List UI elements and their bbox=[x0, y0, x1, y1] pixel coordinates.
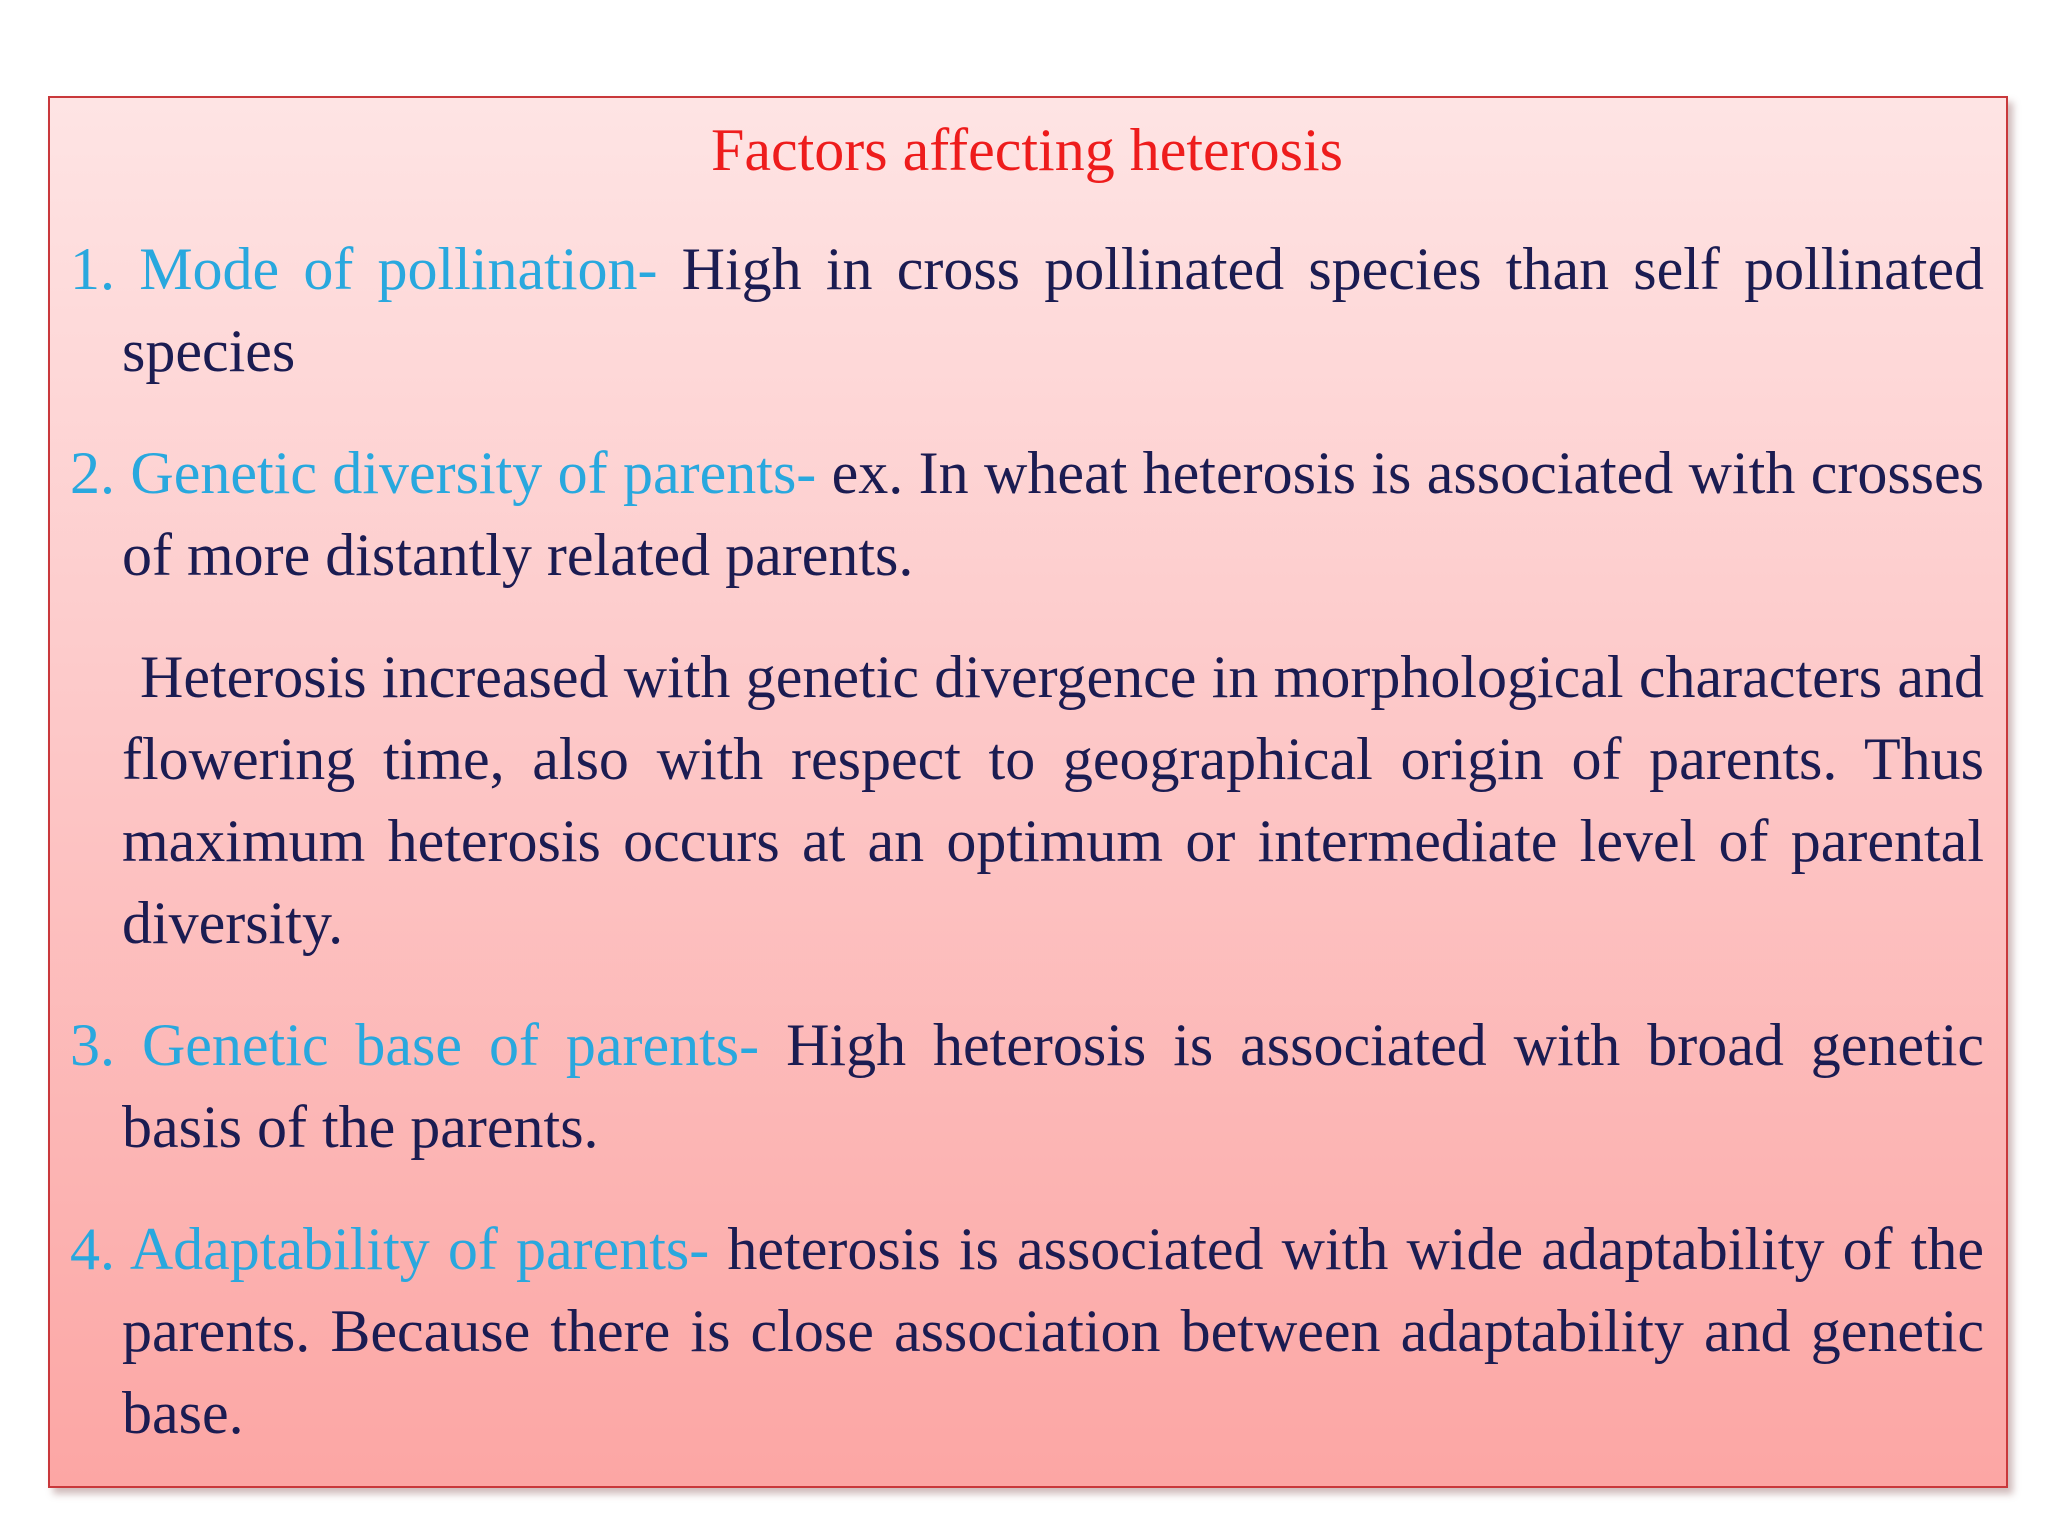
slide-title: Factors affecting heterosis bbox=[710, 117, 1344, 183]
item-heading: Adaptability of parents- bbox=[129, 1216, 710, 1282]
item-number: 4. bbox=[70, 1216, 115, 1282]
explanatory-paragraph: Heterosis increased with genetic divergence in morphological characters and flowering time, also with respect to geographical origin of parents. Thus maximum heterosis occurs at an optimum or intermediate level of parental diversity. bbox=[122, 644, 1984, 956]
item-heading: Genetic diversity of parents- bbox=[130, 440, 817, 506]
item-number: 2. bbox=[70, 440, 115, 506]
item-text: heterosis is associated with wide adaptability of the parents. Because there is close association between adaptability and genetic base. bbox=[122, 1216, 1985, 1446]
item-heading: Genetic base of parents- bbox=[141, 1012, 760, 1078]
item-text: ex. In wheat heterosis is associated with crosses of more distantly related parents. bbox=[122, 440, 1985, 588]
list-item bbox=[70, 432, 1984, 596]
item-number: 3. bbox=[70, 1012, 115, 1078]
item-text: High heterosis is associated with broad genetic basis of the parents. bbox=[122, 1012, 1985, 1160]
content-box bbox=[48, 96, 2008, 1488]
item-text: High in cross pollinated species than self pollinated species bbox=[122, 236, 1985, 384]
list-item bbox=[70, 1208, 1984, 1454]
list-item bbox=[70, 1004, 1984, 1168]
list-item bbox=[70, 228, 1984, 392]
item-heading: Mode of pollination- bbox=[139, 236, 658, 302]
item-number: 1. bbox=[70, 236, 115, 302]
